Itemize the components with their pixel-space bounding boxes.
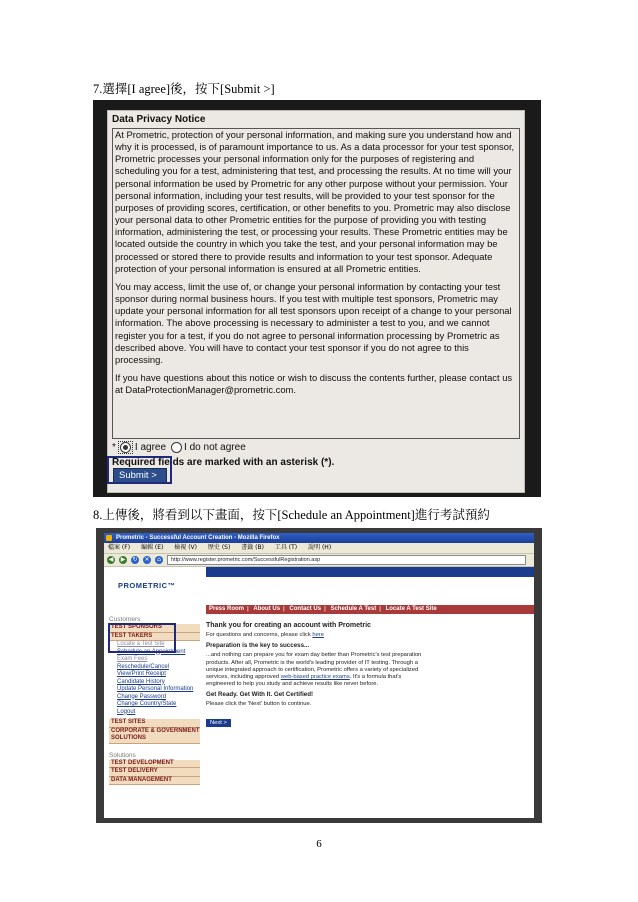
menu-history[interactable]: 歷史 (S) bbox=[207, 544, 231, 551]
header-band bbox=[206, 567, 534, 584]
menu-edit[interactable]: 編輯 (E) bbox=[140, 544, 164, 551]
menu-bar bbox=[104, 543, 534, 554]
sidebar-link-schedule[interactable]: Schedule an Appointment bbox=[117, 648, 186, 655]
agree-radio-focus[interactable] bbox=[118, 441, 133, 454]
forward-arrow-icon[interactable]: ▶ bbox=[120, 556, 126, 563]
sidebar-test-sites[interactable]: TEST SITES bbox=[109, 719, 200, 728]
sidebar-link-receipt[interactable]: View/Print Receipt bbox=[117, 671, 166, 677]
menu-tools[interactable]: 工具 (T) bbox=[274, 544, 298, 551]
sidebar-link-reschedule[interactable]: Reschedule/Cancel bbox=[117, 663, 170, 670]
menu-file[interactable]: 檔案 (F) bbox=[108, 544, 131, 551]
sidebar-link-history[interactable]: Candidate History bbox=[117, 678, 165, 685]
nav-press-room[interactable]: Press Room bbox=[209, 606, 245, 612]
submit-highlight-box bbox=[107, 456, 172, 484]
nav-schedule-test[interactable]: Schedule A Test bbox=[330, 606, 377, 612]
main-content bbox=[206, 622, 426, 729]
browser-titlebar bbox=[104, 533, 534, 543]
nav-about-us[interactable]: About Us bbox=[253, 606, 281, 612]
header-band-label: Prometric bbox=[209, 578, 238, 584]
agree-label[interactable]: I agree bbox=[134, 442, 167, 453]
schedule-highlight-box bbox=[108, 623, 176, 653]
prep-paragraph bbox=[206, 652, 426, 688]
step-7-instruction: 7.選擇[I agree]後，按下[Submit >] bbox=[93, 82, 275, 96]
prometric-page bbox=[104, 567, 534, 818]
window-title: Prometric - Successful Account Creation - Mozilla Firefox bbox=[116, 535, 280, 541]
sidebar-solutions-heading: Solutions bbox=[109, 751, 136, 759]
sidebar-test-sponsors[interactable]: TEST SPONSORS bbox=[109, 624, 200, 633]
privacy-title: Data Privacy Notice bbox=[112, 114, 206, 125]
disagree-radio[interactable] bbox=[171, 442, 182, 453]
questions-line bbox=[206, 632, 426, 639]
sidebar-link-fees[interactable]: Exam Fees bbox=[117, 656, 148, 662]
menu-view[interactable]: 檢視 (V) bbox=[174, 544, 197, 551]
privacy-notice-screenshot bbox=[93, 100, 541, 497]
sidebar-data-management[interactable]: DATA MANAGEMENT bbox=[109, 777, 200, 786]
back-arrow-icon[interactable]: ◀ bbox=[108, 556, 114, 563]
click-next-text: Please click the 'Next' button to continue. bbox=[206, 701, 312, 708]
sidebar-corporate[interactable]: CORPORATE & GOVERNMENT SOLUTIONS bbox=[109, 728, 200, 744]
questions-text: For questions and concerns, please click bbox=[206, 632, 311, 639]
step-8-instruction: 8.上傳後，將看到以下畫面，按下[Schedule an Appointment]進行考試預約 bbox=[93, 508, 490, 522]
nav-toolbar bbox=[104, 554, 534, 567]
nav-contact-us[interactable]: Contact Us bbox=[289, 606, 322, 612]
notice-paragraph-2: You may access, limit the use of, or change your personal information by contacting your test sponsor during normal business hours. If you test with multiple test sponsors, Prometric may update your personal information for all test sponsors upon receipt of a change to your personal information. The above processing is necessary to administer a test to you, and we cannot register you for a test, if you do not agree to personal information processing by Prometric as described above. You will have to contact your test sponsor if you do not agree to this processing. bbox=[115, 280, 512, 365]
sidebar-link-country[interactable]: Change Country/State bbox=[117, 701, 177, 707]
sidebar-customers-heading: Customers bbox=[109, 616, 141, 623]
stop-icon[interactable]: ✕ bbox=[144, 556, 150, 563]
browser-window bbox=[104, 533, 534, 818]
agree-radio[interactable] bbox=[120, 442, 131, 453]
firefox-icon bbox=[106, 535, 112, 541]
page-heading: Thank you for creating an account with Prometric bbox=[206, 622, 371, 629]
prep-title: Preparation is the key to success... bbox=[206, 642, 310, 650]
notice-paragraph-3: If you have questions about this notice or wish to discuss the contents further, please contact us at DataProtectionManager@prometric.com. bbox=[115, 371, 513, 396]
menu-help[interactable]: 說明 (H) bbox=[308, 544, 332, 551]
notice-paragraph-1: At Prometric, protection of your personal information, and making sure you understand how and why it is processed, is of paramount importance to us. As a data processor for your test sponsor, Prometric processes your personal information only for the purposes of registering and scheduling you for a test, administering that test, and processing the results. At no time will your personal information be used by Prometric for any other purpose without your permission. Your personal information, including your test results, will be provided to your test sponsor for the purposes of providing scores, certification, or other benefits to you. Prometric may also disclose your personal data to other Prometric entities for the purpose of providing you with testing information, administering the test, or processing your results. These Prometric entities may be located outside the country in which you take the test, and your personal information may be processed or stored there to provide results and information to your test sponsor. Adequate protection of your personal information is ensured at all Prometric entities. bbox=[115, 129, 515, 274]
page-number: 6 bbox=[316, 838, 322, 850]
submit-button[interactable]: Submit > bbox=[113, 468, 167, 483]
prometric-logo[interactable]: PROMETRIC™ bbox=[118, 581, 176, 590]
here-link[interactable]: here bbox=[312, 632, 324, 639]
required-fields-note: Required fields are marked with an asterisk (*). bbox=[112, 457, 335, 468]
nav-locate-site[interactable]: Locate A Test Site bbox=[385, 606, 437, 612]
cert-title: Get Ready. Get With It. Get Certified! bbox=[206, 691, 314, 699]
prep-tail: . It's a formula that's engineered to help you study and achieve results like never before. bbox=[206, 674, 402, 688]
address-bar[interactable]: http://www.register.prometric.com/SuccessfulRegistration.asp bbox=[167, 555, 526, 565]
privacy-notice-text[interactable] bbox=[112, 128, 520, 439]
browser-screenshot bbox=[96, 528, 542, 823]
reload-icon[interactable]: ↻ bbox=[132, 556, 138, 563]
sidebar-link-logout[interactable]: Logout bbox=[117, 708, 136, 715]
disagree-label[interactable]: I do not agree bbox=[184, 442, 246, 453]
prep-text: ...and nothing can prepare you for exam day better than Prometric's test preparation products. After all, Prometric is the world's leading provider of IT testing. Through a unique integrated approach to certification, Prometric offers a variety of specialized services, including approved bbox=[206, 652, 422, 681]
logo-area bbox=[104, 567, 206, 605]
sidebar-link-password[interactable]: Change Password bbox=[117, 693, 167, 700]
sidebar-link-update-info[interactable]: Update Personal Information bbox=[117, 686, 194, 692]
sidebar-link-locate[interactable]: Locate a Test Site bbox=[117, 641, 165, 647]
home-icon[interactable]: ⌂ bbox=[155, 556, 163, 564]
privacy-panel bbox=[107, 110, 525, 493]
agreement-options bbox=[112, 441, 246, 454]
sidebar-test-development[interactable]: TEST DEVELOPMENT bbox=[109, 760, 200, 769]
web-based-link[interactable]: web-based practice exams bbox=[280, 674, 350, 681]
menu-bookmarks[interactable]: 書籤 (B) bbox=[241, 544, 264, 551]
next-button[interactable]: Next > bbox=[206, 719, 231, 727]
sidebar-test-takers[interactable]: TEST TAKERS bbox=[109, 633, 200, 642]
required-asterisk: * bbox=[112, 442, 116, 453]
sidebar-test-delivery[interactable]: TEST DELIVERY bbox=[109, 768, 200, 777]
top-nav: Press Room | About Us | Contact Us | Schedule A Test | Locate A Test Site bbox=[206, 605, 534, 614]
